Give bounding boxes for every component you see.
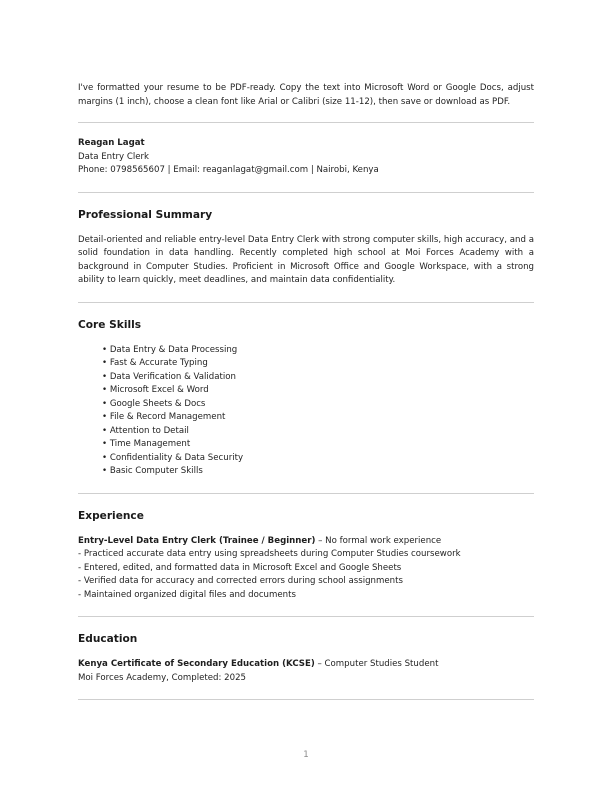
skill-item: • Time Management [102, 438, 534, 452]
skill-item: • Attention to Detail [102, 425, 534, 439]
summary-text: Detail-oriented and reliable entry-level Data Entry Clerk with strong computer skills, high accuracy, and a solid foundation in data handling. Recently completed high school at Moi Forces Academy with a background in Computer Studies. Proficient in Microsoft Office and Google Workspace, with a strong ability to learn quickly, meet deadlines, and maintain data confidentiality. [78, 234, 534, 285]
experience-heading: Experience [78, 509, 144, 522]
education-qualification-note: – Computer Studies Student [314, 659, 439, 669]
experience-role: Entry-Level Data Entry Clerk (Trainee / Beginner) [78, 535, 316, 546]
skill-item: • Basic Computer Skills [102, 465, 534, 479]
contact-line: Phone: 0798565607 | Email: reaganlagat@gmail.com | Nairobi, Kenya [78, 165, 379, 175]
candidate-title: Data Entry Clerk [78, 151, 150, 162]
summary-heading: Professional Summary [78, 208, 213, 221]
education-qualification-line [78, 658, 534, 672]
experience-item: - Verified data for accuracy and corrected errors during school assignments [78, 576, 403, 586]
divider [78, 493, 534, 494]
education-block [78, 658, 534, 685]
skill-item: • Fast & Accurate Typing [102, 357, 534, 371]
education-school: Moi Forces Academy, Completed: 2025 [78, 672, 247, 683]
experience-role-line [78, 535, 534, 549]
divider [78, 192, 534, 193]
skills-heading: Core Skills [78, 318, 142, 331]
divider [78, 302, 534, 303]
page-number: 1 [303, 750, 309, 760]
skill-item: • Data Entry & Data Processing [102, 344, 534, 358]
experience-item: - Practiced accurate data entry using spreadsheets during Computer Studies coursework [78, 549, 461, 559]
contact-block [78, 137, 534, 178]
intro-paragraph: I've formatted your resume to be PDF-ready. Copy the text into Microsoft Word or Google Docs, adjust margins (1 inch), choose a clean font like Arial or Calibri (size 11-12), then save or download as PDF. [78, 83, 534, 107]
education-qualification: Kenya Certificate of Secondary Education (KCSE) [78, 659, 315, 669]
divider [78, 122, 534, 123]
skill-item: • Microsoft Excel & Word [102, 384, 534, 398]
skill-item: • File & Record Management [102, 411, 534, 425]
skill-item: • Confidentiality & Data Security [102, 452, 534, 466]
skill-item: • Google Sheets & Docs [102, 398, 534, 412]
experience-item: - Maintained organized digital files and documents [78, 589, 296, 600]
divider [78, 699, 534, 700]
experience-block [78, 535, 534, 603]
skills-list [78, 344, 534, 479]
candidate-name: Reagan Lagat [78, 138, 145, 148]
divider [78, 616, 534, 617]
resume-page [78, 82, 534, 700]
experience-role-note: – No formal work experience [315, 535, 442, 546]
skill-item: • Data Verification & Validation [102, 371, 534, 385]
experience-item: - Entered, edited, and formatted data in Microsoft Excel and Google Sheets [78, 562, 402, 573]
education-heading: Education [78, 633, 138, 645]
